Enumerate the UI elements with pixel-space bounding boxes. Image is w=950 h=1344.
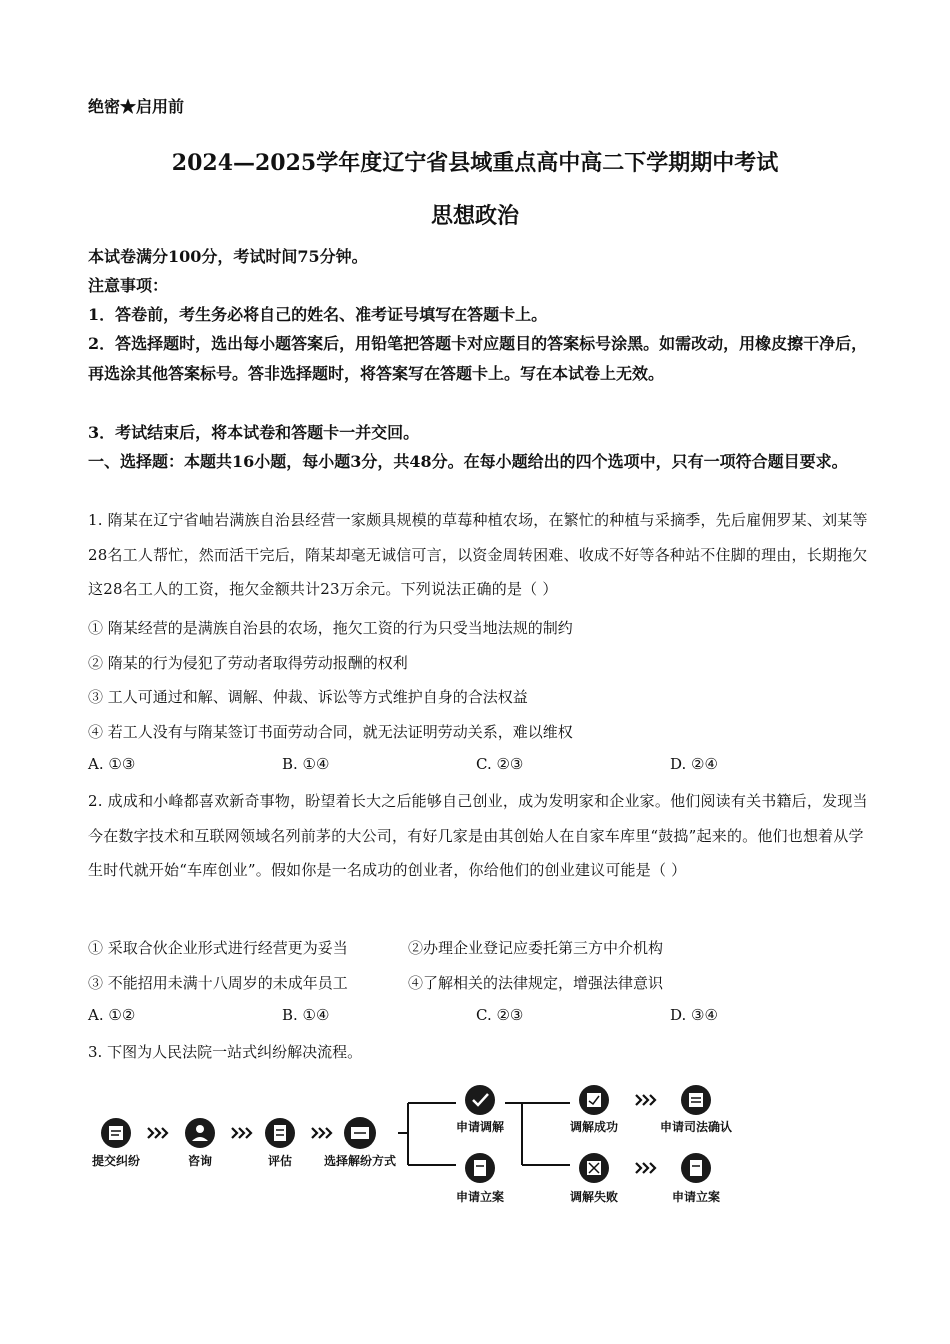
question-2-option-c[interactable]: C. ②③ bbox=[476, 1006, 524, 1024]
question-1-statement-1: ① 隋某经营的是满族自治县的农场，拖欠工资的行为只受当地法规的制约 bbox=[88, 619, 573, 637]
question-1-statement-3: ③ 工人可通过和解、调解、仲裁、诉讼等方式维护自身的合法权益 bbox=[88, 688, 528, 706]
mediation-success-icon bbox=[579, 1085, 609, 1115]
flow-label-judicial-confirm: 申请司法确认 bbox=[659, 1120, 733, 1134]
submit-dispute-icon bbox=[101, 1118, 131, 1148]
notice-item-3: 3．考试结束后，将本试卷和答题卡一并交回。 bbox=[88, 423, 420, 442]
notice-item-2: 2．答选择题时，选出每小题答案后，用铅笔把答题卡对应题目的答案标号涂黑。如需改动，用橡皮擦干净后，再选涂其他答案标号。答非选择题时，将答案写在答题卡上。写在本试卷上无效。 bbox=[88, 334, 868, 383]
arrow-icon bbox=[312, 1128, 331, 1138]
exam-title: 2024—2025学年度辽宁省县域重点高中高二下学期期中考试 bbox=[171, 150, 779, 176]
flow-label-apply-mediation: 申请调解 bbox=[455, 1120, 505, 1134]
apply-case-icon bbox=[465, 1153, 495, 1183]
question-2-statement-1: ① 采取合伙企业形式进行经营更为妥当 bbox=[88, 939, 348, 957]
subject-title: 思想政治 bbox=[430, 203, 519, 229]
flow-label-apply-case: 申请立案 bbox=[455, 1190, 505, 1204]
question-1-option-d[interactable]: D. ②④ bbox=[670, 755, 718, 773]
question-3-stem: 3. 下图为人民法院一站式纠纷解决流程。 bbox=[88, 1043, 363, 1061]
flow-label-assess: 评估 bbox=[267, 1154, 293, 1168]
arrow-icon bbox=[636, 1095, 655, 1105]
question-1-stem: 1. 隋某在辽宁省岫岩满族自治县经营一家颇具规模的草莓种植农场，在繁忙的种植与采摘季，先后雇佣罗某、刘某等28名工人帮忙，然而活干完后，隋某却毫无诚信可言，以资金周转困难、收成不好等各种站不住脚的理由，长期拖欠这28名工人的工资，拖欠金额共计23万余元。下列说法正确的是（ ） bbox=[88, 511, 868, 598]
question-1-statement-2: ② 隋某的行为侵犯了劳动者取得劳动报酬的权利 bbox=[88, 654, 408, 672]
question-2-statement-2: ②办理企业登记应委托第三方中介机构 bbox=[408, 939, 664, 957]
arrow-icon bbox=[636, 1163, 655, 1173]
question-2-statements-row-2 bbox=[88, 972, 868, 996]
flow-label-choose: 选择解纷方式 bbox=[323, 1154, 397, 1168]
apply-case-final-icon bbox=[681, 1153, 711, 1183]
question-2-option-a[interactable]: A. ①② bbox=[88, 1006, 136, 1024]
question-2-option-d[interactable]: D. ③④ bbox=[670, 1006, 718, 1024]
question-2-statements-row-1 bbox=[88, 937, 868, 961]
question-1-option-b[interactable]: B. ①④ bbox=[282, 755, 330, 773]
question-2-statement-3: ③ 不能招用未满十八周岁的未成年员工 bbox=[88, 974, 348, 992]
question-2-stem: 2. 成成和小峰都喜欢新奇事物，盼望着长大之后能够自己创业，成为发明家和企业家。他们阅读有关书籍后，发现当今在数字技术和互联网领域名列前茅的大公司，有好几家是由其创始人在自家车库里“鼓捣”起来的。他们也想着从学生时代就开始“车库创业”。假如你是一名成功的创业者，你给他们的创业建议可能是（ ） bbox=[88, 792, 868, 879]
dispute-resolution-flowchart bbox=[80, 1075, 780, 1215]
apply-mediation-icon bbox=[465, 1085, 495, 1115]
flow-label-consult: 咨询 bbox=[187, 1154, 213, 1168]
question-2-options bbox=[88, 1006, 868, 1030]
notice-heading: 注意事项： bbox=[88, 276, 169, 295]
judicial-confirm-icon bbox=[681, 1085, 711, 1115]
question-1-option-a[interactable]: A. ①③ bbox=[88, 755, 136, 773]
score-time-note: 本试卷满分100分，考试时间75分钟。 bbox=[88, 247, 368, 266]
question-1-statement-4: ④ 若工人没有与隋某签订书面劳动合同，就无法证明劳动关系，难以维权 bbox=[88, 723, 573, 741]
question-2-statement-4: ④了解相关的法律规定，增强法律意识 bbox=[408, 974, 664, 992]
choose-method-icon bbox=[344, 1117, 376, 1149]
consult-icon bbox=[185, 1118, 215, 1148]
confidential-label: 绝密★启用前 bbox=[88, 97, 185, 116]
question-2-option-b[interactable]: B. ①④ bbox=[282, 1006, 330, 1024]
arrow-icon bbox=[232, 1128, 251, 1138]
flow-label-mediation-fail: 调解失败 bbox=[569, 1190, 619, 1204]
flow-label-mediation-success: 调解成功 bbox=[569, 1120, 619, 1134]
assess-icon bbox=[265, 1118, 295, 1148]
section-heading: 一、选择题：本题共16小题，每小题3分，共48分。在每小题给出的四个选项中，只有一项符合题目要求。 bbox=[88, 452, 848, 471]
question-1-option-c[interactable]: C. ②③ bbox=[476, 755, 524, 773]
arrow-icon bbox=[148, 1128, 167, 1138]
flow-label-apply-case-final: 申请立案 bbox=[671, 1190, 721, 1204]
question-1-options bbox=[88, 755, 868, 779]
notice-item-1: 1．答卷前，考生务必将自己的姓名、准考证号填写在答题卡上。 bbox=[88, 305, 548, 324]
mediation-fail-icon bbox=[579, 1153, 609, 1183]
flow-label-submit: 提交纠纷 bbox=[91, 1154, 141, 1168]
